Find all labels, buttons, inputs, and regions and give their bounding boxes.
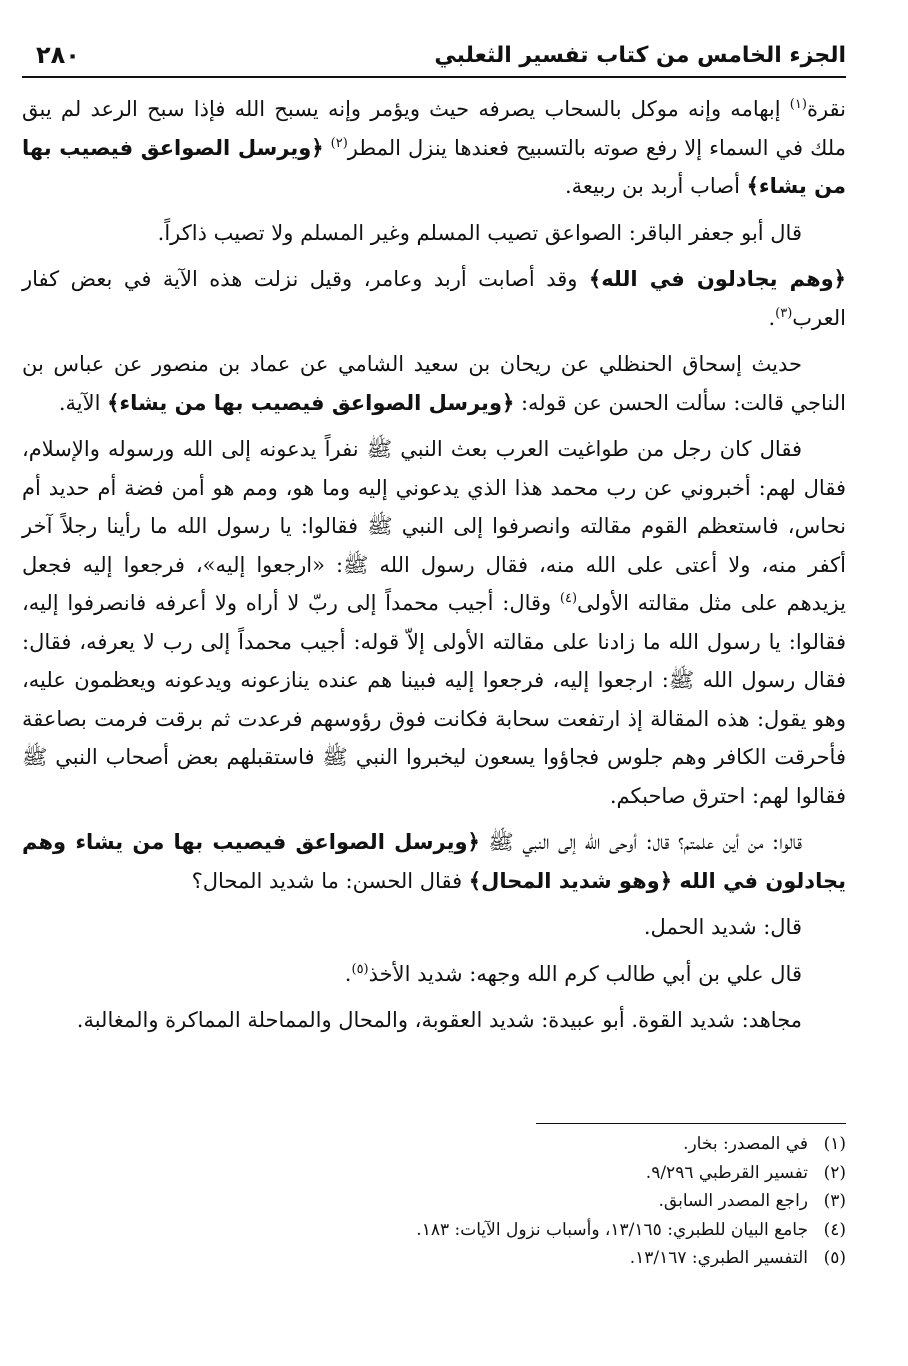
text-run: إبهامه وإنه موكل بالسحاب يصرفه حيث ويؤمر وإنه يسبح الله فإذا سبح الرعد لم يبق ملك في السماء إلا رفع صوته بالتسبيح فعندها ينزل المطر bbox=[22, 97, 846, 160]
main-text bbox=[22, 90, 846, 1048]
text-run: قال: شديد الحمل. bbox=[643, 915, 802, 939]
text-run: قالوا: من أين علمتم؟ قال: أوحى الله إلى النبي ﷺ bbox=[479, 830, 802, 854]
page-header bbox=[22, 34, 846, 78]
footnote-number: (١) bbox=[823, 1134, 846, 1154]
paragraph bbox=[22, 214, 846, 253]
paragraph bbox=[22, 1001, 846, 1040]
footnote-item bbox=[22, 1187, 846, 1216]
footnote-ref: (٢) bbox=[330, 135, 348, 151]
footnote-item bbox=[22, 1130, 846, 1159]
paragraph bbox=[22, 908, 846, 947]
footnote-ref: (٤) bbox=[559, 591, 578, 606]
text-run: حديث إسحاق الحنظلي عن ريحان بن سعيد الشامي عن عماد بن منصور عن عباس بن الناجي قالت: سألت الحسن عن قوله: bbox=[22, 352, 846, 415]
text-run: قال علي بن أبي طالب كرم الله وجهه: شديد الأخذ bbox=[368, 961, 802, 986]
paragraph bbox=[22, 90, 846, 206]
paragraph bbox=[22, 955, 846, 994]
text-run: وقال: أجيب محمداً إلى ربّ لا أراه ولا أعرفه فانصرفوا إليه، فقالوا: يا رسول الله ما زادنا على مقالته الأولى إلاّ قوله: أجيب محمداً إلى رب لا يعرفه، فقال: فقال رسول الله ﷺ: ارجعوا إليه، فرجعوا إليه فبينا هم عنده ينازعونه ويدعونه ويعظمون عليه، وهو يقول: هذه المقالة إذ ارتفعت سحابة فكانت فوق رؤوسهم فرعدت ثم برقت فرمت بصاعقة فأحرقت الكافر وهم جلوس فجاؤوا يسعون ليخبروا النبي ﷺ فاستقبلهم بعض أصحاب النبي ﷺ فقالوا لهم: احترق صاحبكم. bbox=[22, 591, 846, 808]
footnote-ref: (٥) bbox=[351, 961, 369, 977]
footnote-item bbox=[22, 1159, 846, 1188]
text-run: نقرة bbox=[806, 97, 846, 121]
text-run: فقال الحسن: ما شديد المحال؟ bbox=[191, 868, 469, 893]
footnote-text: التفسير الطبري: ١٣/١٦٧. bbox=[629, 1248, 808, 1268]
paragraph bbox=[22, 345, 846, 422]
text-run bbox=[324, 136, 331, 160]
footnote-number: (٣) bbox=[823, 1191, 846, 1211]
page-number: ٢٨٠ bbox=[36, 41, 80, 69]
text-run: . bbox=[768, 305, 776, 330]
footnote-item bbox=[22, 1216, 846, 1245]
footnote-ref: (١) bbox=[789, 97, 807, 112]
paragraph bbox=[22, 823, 846, 900]
footnote-number: (٢) bbox=[823, 1162, 846, 1183]
text-run: . bbox=[344, 961, 352, 986]
text-run: مجاهد: شديد القوة. أبو عبيدة: شديد العقوبة، والمحال والمماحلة المماكرة والمغالبة. bbox=[76, 1008, 802, 1032]
quran-quote: ﴿وهم يجادلون في الله﴾ bbox=[588, 267, 846, 291]
footnote-number: (٤) bbox=[823, 1219, 846, 1240]
paragraph bbox=[22, 260, 846, 337]
text-run: قال أبو جعفر الباقر: الصواعق تصيب المسلم وغير المسلم ولا تصيب ذاكراً. bbox=[157, 220, 802, 245]
footnote-text: جامع البيان للطبري: ١٣/١٦٥، وأسباب نزول الآيات: ١٨٣. bbox=[416, 1219, 808, 1240]
paragraph bbox=[22, 430, 846, 815]
footnote-separator bbox=[536, 1123, 846, 1124]
text-run: فقال كان رجل من طواغيت العرب بعث النبي ﷺ نفراً يدعونه إلى الله ورسوله والإسلام، فقال لهم: أخبروني عن رب محمد هذا الذي يدعوني إليه وما هو، ومم هو أمن فضة أم حديد أم نحاس، فاستعظم القوم مقالته وانصرفوا إلى النبي ﷺ فقالوا: يا رسول الله ما رأينا رجلاً آخر أكفر منه، ولا أعتى على الله منه، فقال رسول الله ﷺ: «ارجعوا إليه»، فرجعوا إليه فجعل يزيدهم على مثل مقالته الأولى bbox=[22, 437, 846, 615]
text-run: أصاب أربد بن ربيعة. bbox=[564, 174, 747, 198]
text-run: الآية. bbox=[58, 390, 108, 415]
footnote-item bbox=[22, 1244, 846, 1273]
footnotes bbox=[22, 1130, 846, 1273]
footnote-text: في المصدر: بخار. bbox=[683, 1134, 808, 1154]
footnote-text: راجع المصدر السابق. bbox=[658, 1191, 808, 1211]
footnote-text: تفسير القرطبي ٩/٢٩٦. bbox=[645, 1162, 808, 1183]
running-title: الجزء الخامس من كتاب تفسير الثعلبي bbox=[434, 42, 846, 68]
quran-quote: ﴿ويرسل الصواعق فيصيب بها من يشاء﴾ bbox=[107, 390, 515, 415]
quran-quote: ﴿ويرسل الصواعق فيصيب بها من يشاء وهم يجادلون في الله ﴿وهو شديد المحال﴾ bbox=[22, 830, 846, 893]
footnote-ref: (٣) bbox=[775, 305, 793, 321]
quran-quote: ﴿ويرسل الصواعق فيصيب بها من يشاء﴾ bbox=[22, 135, 846, 198]
footnote-number: (٥) bbox=[823, 1248, 846, 1268]
text-run: وقد أصابت أربد وعامر، وقيل نزلت هذه الآية في بعض كفار العرب bbox=[22, 267, 846, 330]
